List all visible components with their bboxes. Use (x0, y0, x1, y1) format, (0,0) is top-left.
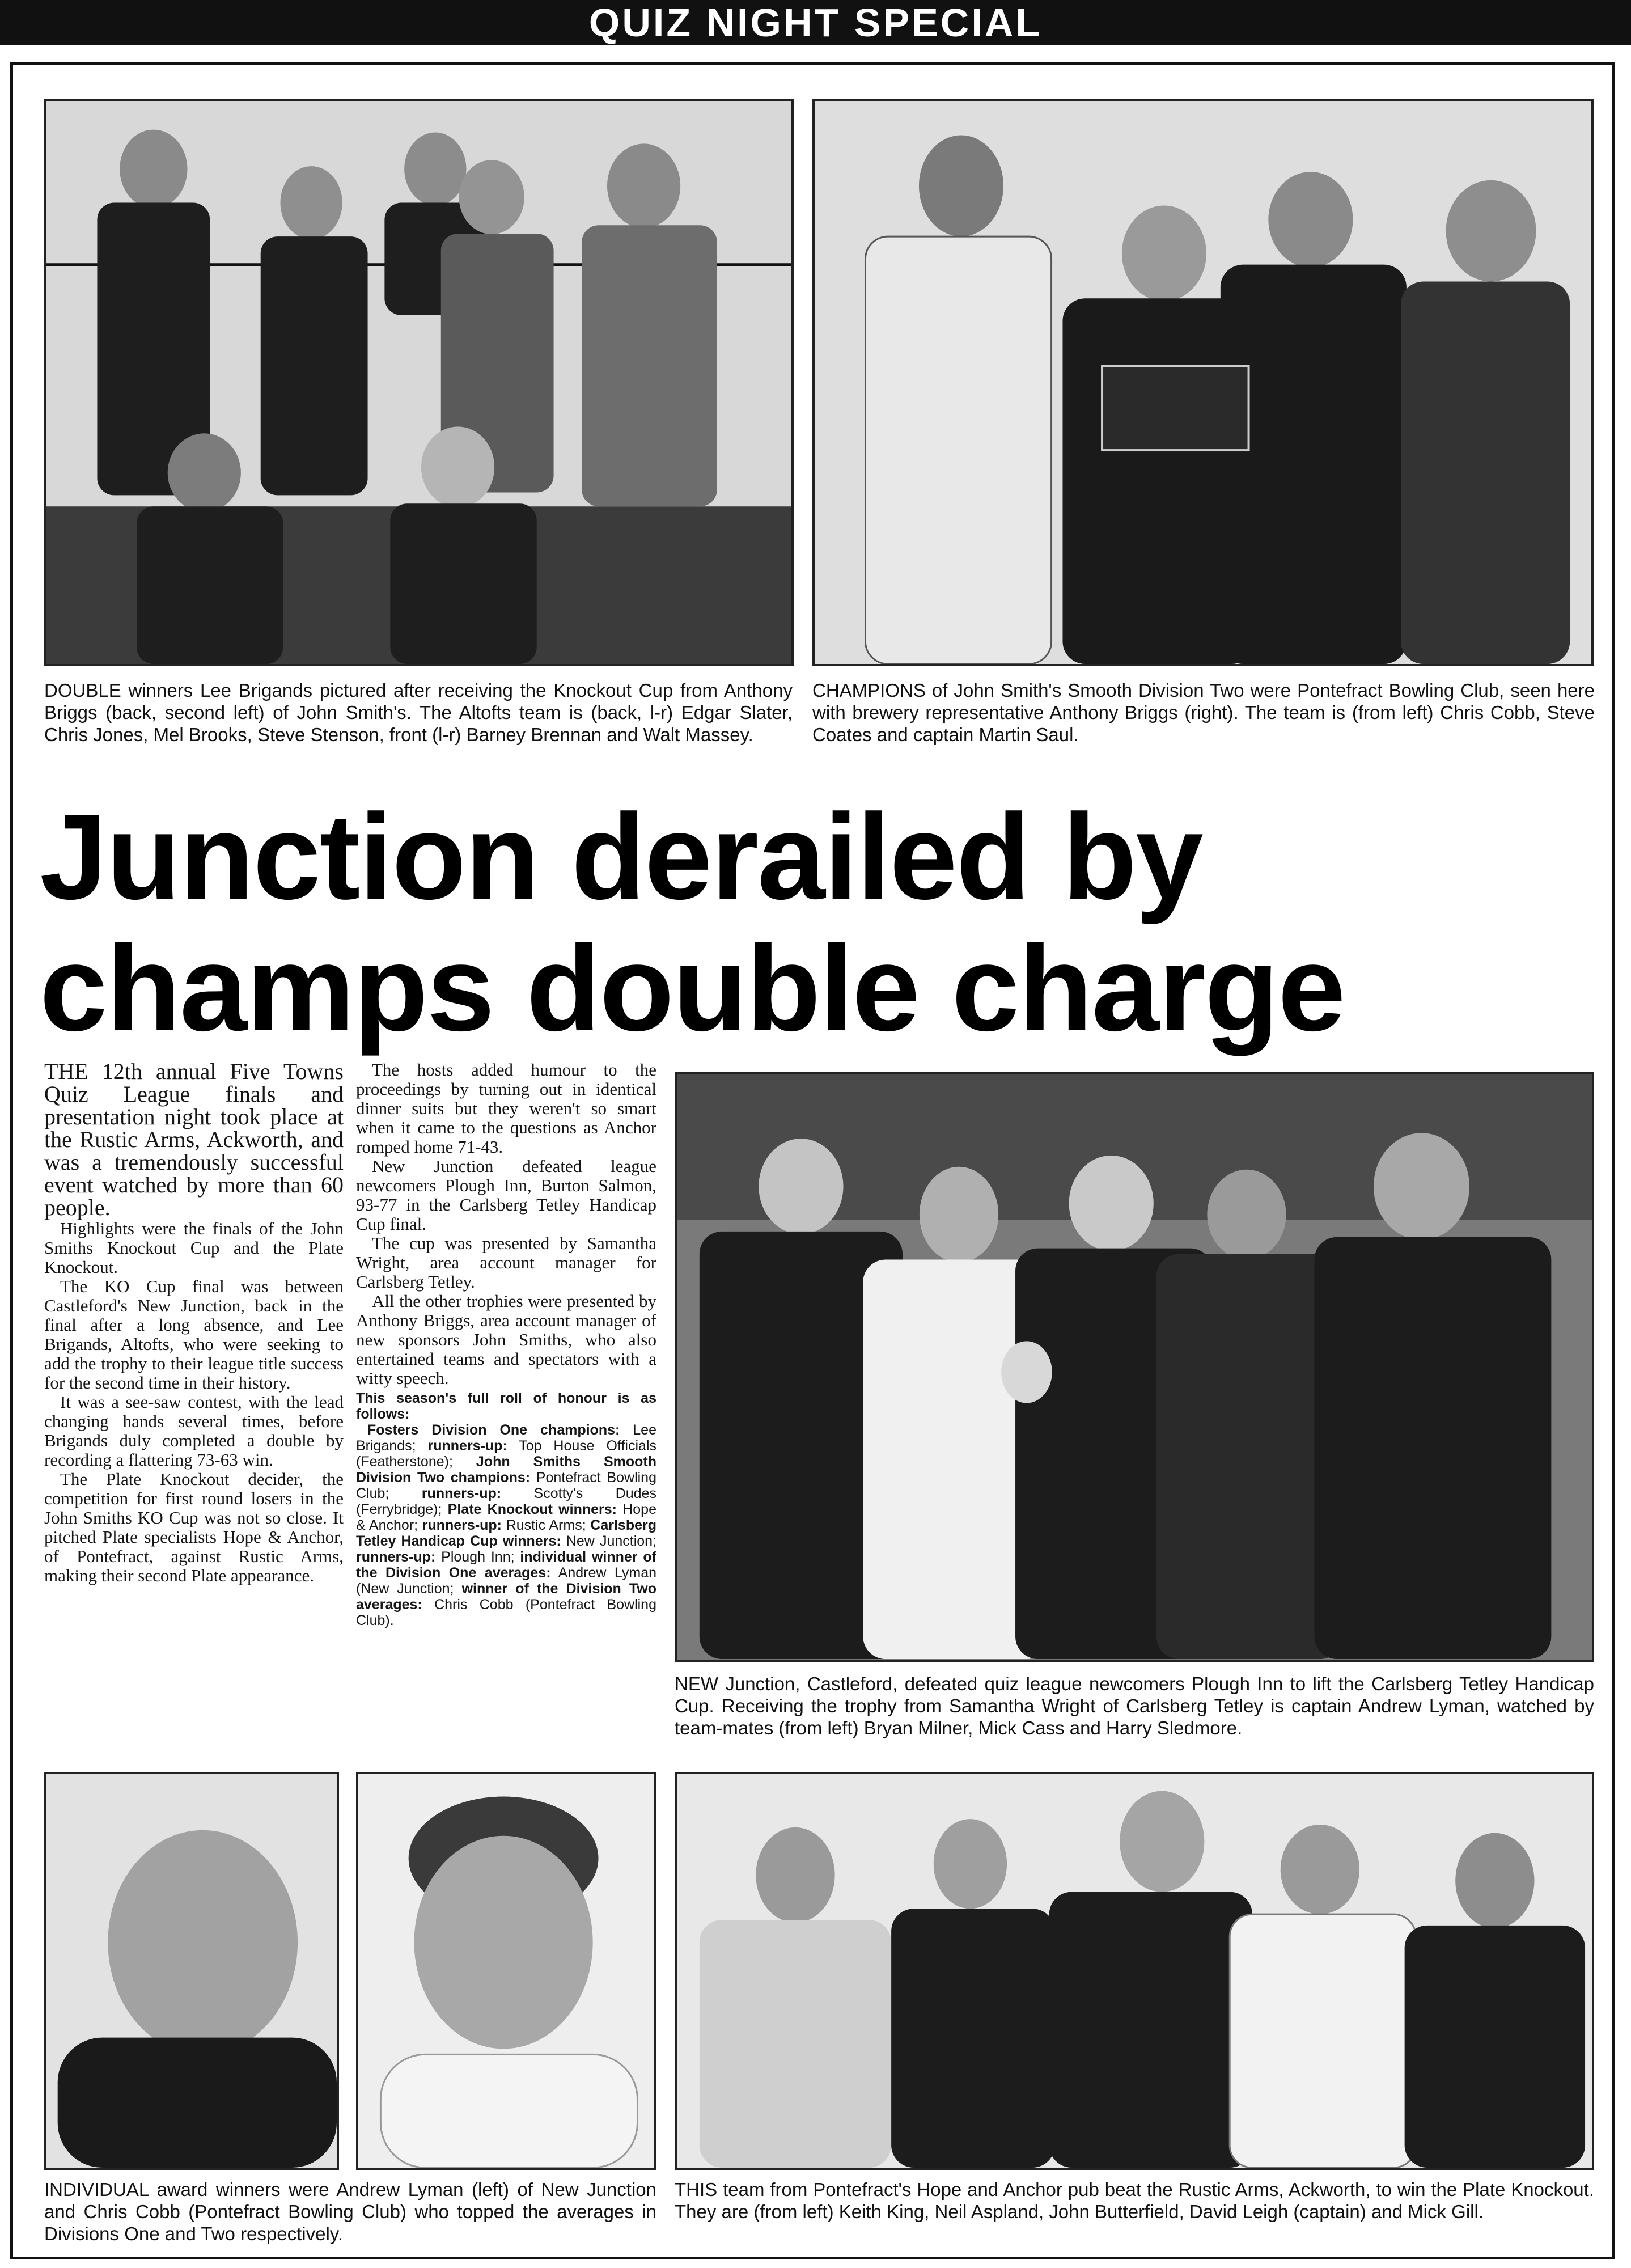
article-paragraph: New Junction defeated league newcomers Plough Inn, Burton Salmon, 93-77 in the Carlsberg Tetley Handicap Cup final. (356, 1156, 656, 1234)
article-paragraph: The Plate Knockout decider, the competition for first round losers in the John Smiths KO Cup was not so close. It pitched Plate specialists Hope & Anchor, of Pontefract, against Rustic Arms, making their second Plate appearance. (44, 1469, 344, 1585)
caption-top-right: CHAMPIONS of John Smith's Smooth Division Two were Pontefract Bowling Club, seen here with brewery representative Anthony Briggs (right). The team is (from left) Chris Cobb, Steve Coates and captain Martin Saul. (812, 680, 1595, 745)
article-paragraph: The cup was presented by Samantha Wright, area account manager for Carlsberg Tetley. (356, 1233, 656, 1292)
article-paragraph: Highlights were the finals of the John Smiths Knockout Cup and the Plate Knockout. (44, 1218, 344, 1277)
honour-value: Lee Brigands; (356, 1422, 656, 1454)
honour-label: Carlsberg Tetley Handicap Cup winners: (356, 1517, 656, 1549)
honour-label: Plate Knockout winners: (447, 1501, 617, 1517)
honour-label: runners-up: (427, 1438, 507, 1454)
caption-top-left: DOUBLE winners Lee Brigands pictured after receiving the Knockout Cup from Anthony Briggs (back, second left) of John Smith's. The Altofts team is (back, l-r) Edgar Slater, Chris Jones, Mel Brooks, Steve Stenson, front (l-r) Barney Brennan and Walt Massey. (44, 680, 793, 745)
roll-of-honour-heading (356, 1390, 656, 1422)
article-paragraph: The hosts added humour to the proceedings by turning out in identical dinner suits but they weren't so smart when it came to the questions as Anchor romped home 71-43. (356, 1060, 656, 1157)
roll-of-honour-list (356, 1422, 656, 1628)
section-title: QUIZ NIGHT SPECIAL (588, 1, 1043, 45)
headline-line-1: Junction derailed by (40, 788, 1202, 925)
photo-chris-cobb-portrait (356, 1772, 656, 2170)
honour-label: runners-up: (421, 1486, 502, 1501)
photo-new-junction-handicap-cup (675, 1072, 1594, 1662)
caption-bottom-right: THIS team from Pontefract's Hope and Anchor pub beat the Rustic Arms, Ackworth, to win the Plate Knockout. They are (from left) Keith King, Neil Aspland, John Butterfield, David Leigh (captain) and Mick Gill. (675, 2179, 1594, 2222)
caption-bottom-left: INDIVIDUAL award winners were Andrew Lyman (left) of New Junction and Chris Cobb (Pontefract Bowling Club) who topped the averages in Divisions One and Two respectively. (44, 2179, 656, 2244)
photo-andrew-lyman-portrait (44, 1772, 339, 2170)
article-paragraph: It was a see-saw contest, with the lead changing hands several times, before Brigands duly completed a double by recording a flattering 73-63 win. (44, 1392, 344, 1470)
article-column-1 (44, 1060, 344, 1585)
photo-pontefract-bowling-club (812, 99, 1594, 666)
honour-value: Andrew Lyman (New Junction; (356, 1565, 656, 1597)
honour-label: runners-up: (422, 1517, 502, 1533)
honour-value: Scotty's Dudes (Ferrybridge); (356, 1486, 656, 1517)
photo-lee-brigands-team (44, 99, 794, 666)
article-column-2 (356, 1060, 656, 1628)
honour-label: Fosters Division One champions: (367, 1422, 620, 1438)
honour-value: Chris Cobb (Pontefract Bowling Club). (356, 1597, 656, 1628)
honour-value: Hope & Anchor; (356, 1501, 656, 1533)
caption-middle-right: NEW Junction, Castleford, defeated quiz league newcomers Plough Inn to lift the Carlsberg Tetley Handicap Cup. Receiving the trophy from Samantha Wright of Carlsberg Tetley is captain Andrew Lyman, watched by team-mates (from left) Bryan Milner, Mick Cass and Harry Sledmore. (675, 1673, 1594, 1738)
honour-value: Top House Officials (Featherstone); (356, 1438, 656, 1470)
article-paragraph: THE 12th annual Five Towns Quiz League finals and presentation night took place at the Rustic Arms, Ackworth, and was a tremendously successful event watched by more than 60 people. (44, 1059, 344, 1220)
honour-label: individual winner of the Division One averages: (356, 1549, 656, 1581)
honour-label: John Smiths Smooth Division Two champions: (356, 1454, 656, 1486)
honour-label: winner of the Division Two averages: (356, 1581, 656, 1613)
roll-of-honour-heading-text: This season's full roll of honour is as follows: (356, 1390, 656, 1422)
headline-line-2: champs double charge (40, 920, 1345, 1056)
photo-hope-and-anchor-team (675, 1772, 1594, 2170)
honour-value: Pontefract Bowling Club; (356, 1470, 656, 1501)
article-paragraph: The KO Cup final was between Castleford's New Junction, back in the final after a long absence, and Lee Brigands, Altofts, who were seeking to add the trophy to their league title success for the second time in their history. (44, 1276, 344, 1393)
article-paragraph: All the other trophies were presented by Anthony Briggs, area account manager of new sponsors John Smiths, who also entertained teams and spectators with a witty speech. (356, 1291, 656, 1388)
roll-of-honour (356, 1390, 656, 1628)
honour-label: runners-up: (356, 1549, 436, 1565)
honour-value: Plough Inn; (435, 1549, 520, 1565)
honour-value: New Junction; (561, 1533, 657, 1549)
honour-value: Rustic Arms; (502, 1517, 591, 1533)
headline (40, 788, 1593, 1056)
